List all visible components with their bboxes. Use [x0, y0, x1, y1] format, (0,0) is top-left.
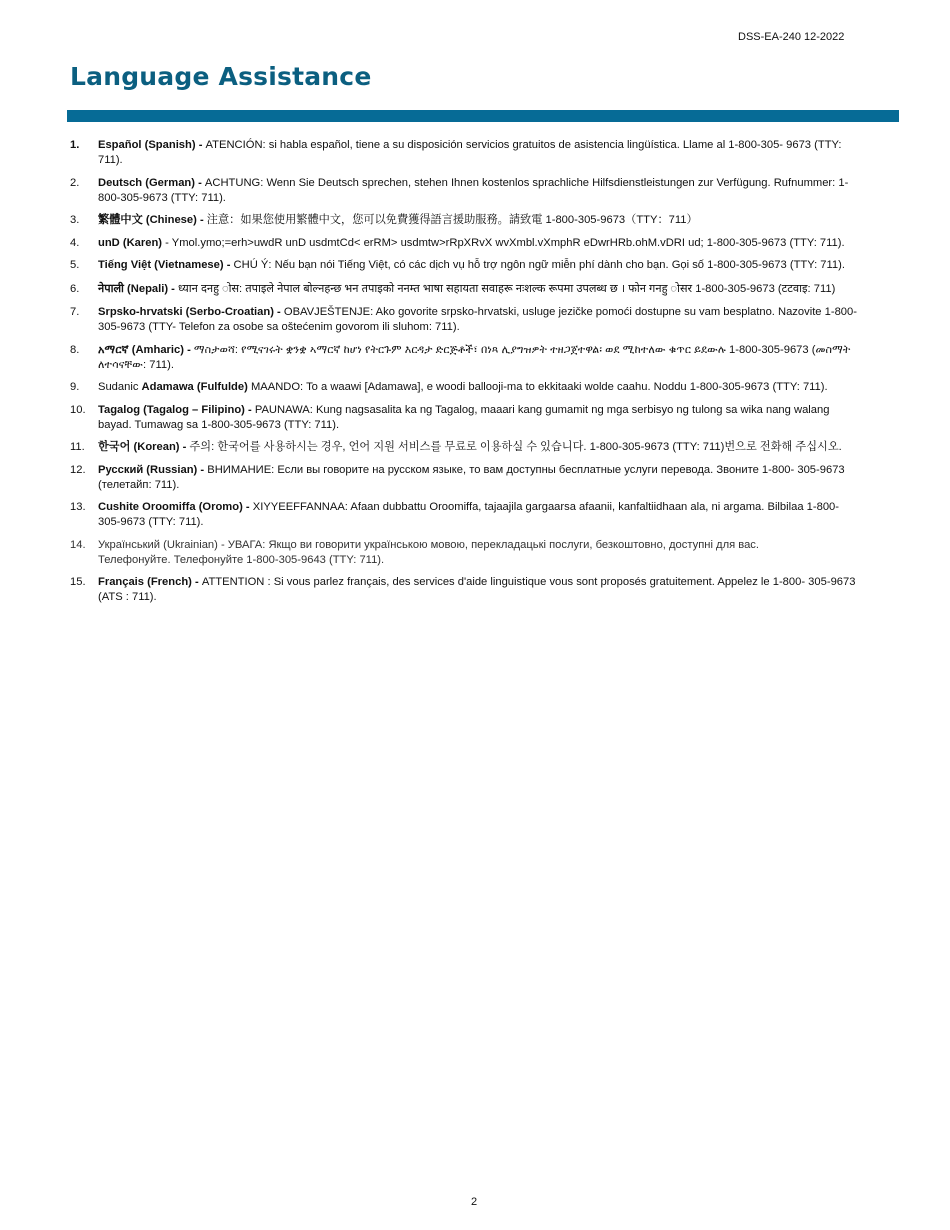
- language-name: Русский (Russian) -: [98, 463, 208, 476]
- list-item-spanish: [70, 138, 860, 168]
- notice-text: ВНИМАНИЕ: Если вы говорите на русском языке, то вам доступны бесплатные услуги перевода. Звоните 1-800- 305-9673 (телетайп: 711).: [98, 463, 845, 491]
- language-name: Cushite Oroomiffa (Oromo) -: [98, 501, 253, 513]
- item-number: 4.: [70, 236, 80, 249]
- form-id: DSS-EA-240 12-2022: [738, 31, 845, 43]
- list-item-oromo: [70, 500, 860, 530]
- item-number: 12.: [70, 463, 86, 476]
- notice-text: Український (Ukrainian) - УВАГА: Якщо ви говорити українською мовою, перекладацькі послуги, безкоштовно, доступні для вас. Телефонуйте. Телефонуйте 1-800-305-9643 (TTY: 711).: [98, 538, 759, 566]
- list-item-german: [70, 176, 860, 206]
- language-name: Español (Spanish) -: [98, 139, 206, 151]
- language-name: Adamawa (Fulfulde): [141, 381, 248, 393]
- language-name: 한국어 (Korean) -: [98, 441, 190, 453]
- item-number: 3.: [70, 214, 80, 226]
- item-number: 7.: [70, 306, 80, 318]
- language-name: Tiếng Việt (Vietnamese) -: [98, 259, 234, 271]
- list-item-russian: [70, 463, 860, 493]
- item-number: 9.: [70, 381, 80, 393]
- item-number: 5.: [70, 259, 80, 271]
- notice-text: ATENCIÓN: si habla español, tiene a su disposición servicios gratuitos de asistencia lingüística. Llame al 1-800-305- 9673 (TTY: 711).: [98, 139, 842, 166]
- list-item-amharic: [70, 343, 860, 373]
- notice-text: CHÚ Ý: Nếu bạn nói Tiếng Việt, có các dịch vụ hỗ trợ ngôn ngữ miễn phí dành cho bạn. Gọi số 1-800-305-9673 (TTY: 711).: [233, 259, 845, 271]
- language-name: Deutsch (German) -: [98, 176, 205, 189]
- notice-text: - Ymol.ymo;=erh>uwdR unD usdmtCd< erRM> usdmtw>rRpXRvX wvXmbl.vXmphR eDwrHRb.ohM.vDRI ud; 1-800-305-9673 (TTY: 711).: [165, 236, 845, 249]
- language-name: 繁體中文 (Chinese) -: [98, 214, 207, 226]
- list-item-korean: [70, 440, 860, 455]
- list-item-vietnamese: [70, 258, 860, 273]
- title-divider-bar: [67, 110, 899, 122]
- page-number: 2: [471, 1196, 478, 1208]
- list-item-fulfulde: 9. Sudanic Adamawa (Fulfulde) MAANDO: To a waawi [Adamawa], e woodi ballooji-ma to ekkitaaki wolde caahu. Noddu 1-800-305-9673 (TTY: 711).: [70, 381, 828, 393]
- notice-text: ध्यान दनहु ोस: तपाइले नेपाल बोल्नहन्छ भन तपाइको ननम्त भाषा सहायता सवाहरू नःशल्क रूपमा उपलब्ध छ । फोन गनहु ोसर 1-800-305-9673 (टटवाइ: 711): [178, 282, 836, 295]
- item-number: 13.: [70, 501, 86, 513]
- notice-text: ATTENTION : Si vous parlez français, des services d'aide linguistique vous sont proposés gratuitement. Appelez le 1-800- 305-9673 (ATS : 711).: [98, 576, 856, 603]
- item-number: 11.: [70, 441, 85, 453]
- list-item-chinese: [70, 213, 860, 228]
- item-number: 2.: [70, 176, 80, 189]
- notice-text: ACHTUNG: Wenn Sie Deutsch sprechen, stehen Ihnen kostenlos sprachliche Hilfsdienstleistungen zur Verfügung. Rufnummer: 1-800-305-9673 (TTY: 711).: [98, 176, 849, 204]
- language-name: Srpsko-hrvatski (Serbo-Croatian) -: [98, 306, 284, 318]
- item-number: 6.: [70, 282, 80, 295]
- list-item-tagalog: [70, 403, 860, 433]
- language-name: አማርኛ (Amharic) -: [98, 343, 194, 356]
- language-name: Tagalog (Tagalog – Filipino) -: [98, 403, 255, 416]
- notice-text: PAUNAWA: Kung nagsasalita ka ng Tagalog, maaari kang gumamit ng mga serbisyo ng tulong sa wika nang walang bayad. Tumawag sa 1-800-305-9673 (TTY: 711).: [98, 403, 830, 431]
- language-list: [70, 138, 860, 613]
- notice-text: 注意：如果您使用繁體中文，您可以免費獲得語言援助服務。請致電 1-800-305-9673（TTY：711）: [206, 214, 698, 226]
- notice-text: MAANDO: To a waawi [Adamawa], e woodi ballooji-ma to ekkitaaki wolde caahu. Noddu 1-800-305-9673 (TTY: 711).: [247, 381, 828, 393]
- language-name: नेपाली (Nepali) -: [98, 282, 179, 295]
- item-number: 1.: [70, 139, 80, 151]
- language-name: Français (French) -: [98, 576, 202, 588]
- list-item-karen: [70, 236, 860, 251]
- notice-text: 주의: 한국어를 사용하시는 경우, 언어 지원 서비스를 무료로 이용하실 수 있습니다. 1-800-305-9673 (TTY: 711)번으로 전화해 주십시오.: [189, 441, 842, 453]
- list-item-nepali: [70, 281, 860, 298]
- list-item-ukrainian: [70, 538, 860, 568]
- notice-text: XIYYEEFFANNAA: Afaan dubbattu Oroomiffa, tajaajila gargaarsa afaanii, kanfaltiidhaan ala, ni argama. Bilbilaa 1-800-305-9673 (TTY: 711).: [98, 501, 839, 528]
- notice-text: OBAVJEŠTENJE: Ako govorite srpsko-hrvatski, usluge jezičke pomoći dostupne su vam besplatno. Nazovite 1-800-305-9673 (TTY- Telefon za osobe sa oštećenim govorom ili sluhom: 711).: [98, 306, 857, 333]
- list-item-french: [70, 575, 860, 605]
- item-number: 10.: [70, 403, 86, 416]
- item-number: 8.: [70, 343, 80, 356]
- page-title: Language Assistance: [70, 62, 372, 91]
- item-number: 15.: [70, 576, 86, 588]
- notice-text: ማስታወሻ: የሚናገሩት ቋንቋ ኣማርኛ ከሆነ የትርጉም እርዳታ ድርጅቶች፣ በነጻ ሊያግዝዎት ተዘጋጀተዋል፡ ወደ ሚከተለው ቁጥር ይደውሉ 1-800-305-9673 (መስማት ለተሳናቸው: 711).: [98, 343, 851, 371]
- list-item-serbo-croatian: [70, 305, 860, 335]
- item-number: 14.: [70, 538, 86, 551]
- language-name: unD (Karen): [98, 236, 166, 249]
